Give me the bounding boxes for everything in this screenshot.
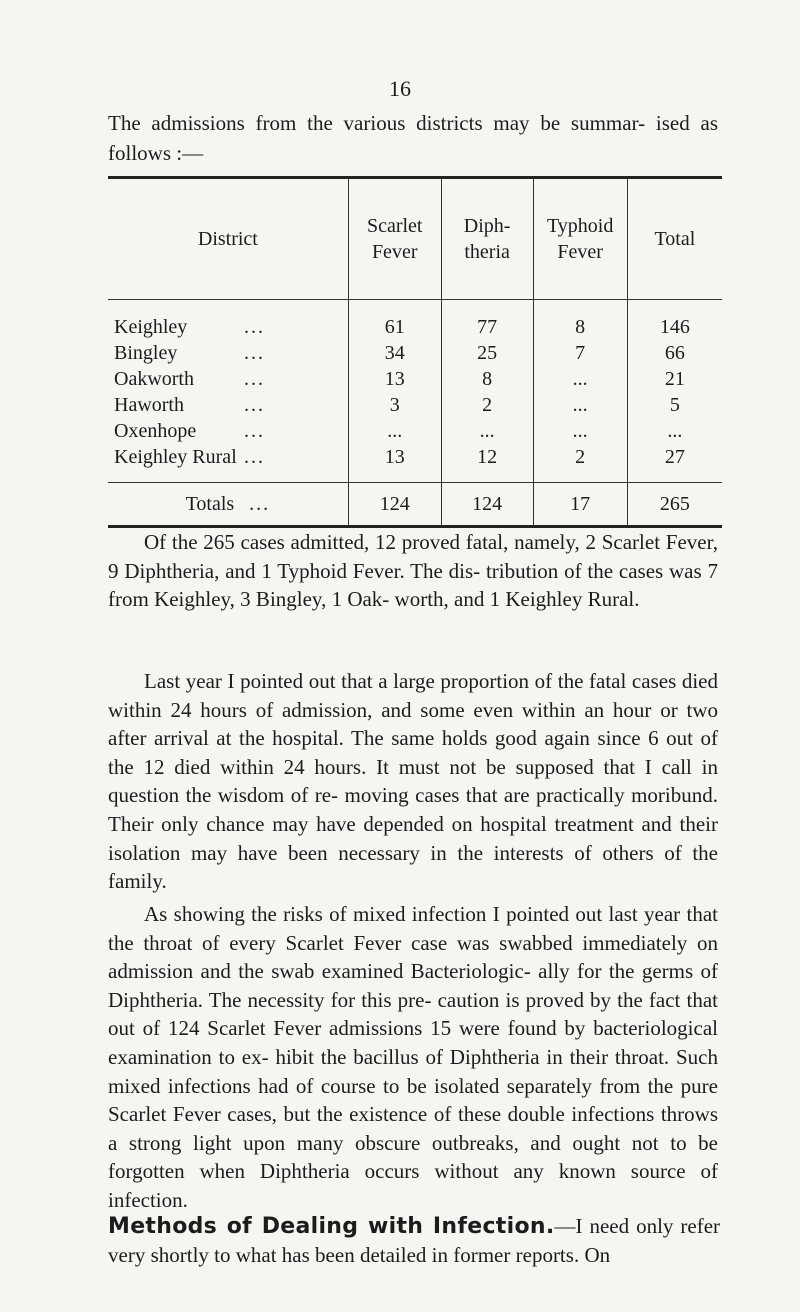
totals-scarlet-fever: 124 [348, 483, 441, 527]
district-cell [108, 340, 348, 366]
header-typhoid-fever: Typhoid Fever [533, 178, 627, 300]
paragraph-fatal-cases: Of the 265 cases admitted, 12 proved fatal, namely, 2 Scarlet Fever, 9 Diphtheria, and 1 Typhoid Fever. The dis- tribution of the cases was 7 from Keighley, 3 Bingley, 1 Oak- worth, and 1 Keighley Rural. [108, 530, 718, 612]
table-row [108, 392, 722, 418]
table-row [108, 418, 722, 444]
scarlet-fever-cell: 34 [348, 340, 441, 366]
district-name: Keighley [114, 315, 188, 338]
intro-text: The admissions from the various districts may be summar- ised as follows :— [108, 111, 718, 165]
typhoid-fever-cell: 8 [533, 300, 627, 341]
header-diphtheria: Diph- theria [441, 178, 533, 300]
totals-label-cell [108, 483, 348, 527]
typhoid-fever-cell: ... [533, 392, 627, 418]
paragraph-mixed-infection: As showing the risks of mixed infection I pointed out last year that the throat of every Scarlet Fever case was swabbed immediately on admission and the swab examined Bacteriologic- ally for the germs of Diphtheria. The necessity for this pre- caution is proved by the fact that out of 124 Scarlet Fever admissions 15 were found by bacteriological examination to ex- hibit the bacillus of Diphtheria in their throat. Such mixed infections had of course to be isolated separately from the pure Scarlet Fever cases, but the existence of these double infections throws a strong light upon many obscure outbreaks, and ought not to be forgotten when Diphtheria occurs without any known source of infection. [108, 902, 718, 1212]
leader-dots: ... [244, 367, 265, 390]
totals-diphtheria: 124 [441, 483, 533, 527]
scarlet-fever-cell: 3 [348, 392, 441, 418]
leader-dots: ... [244, 445, 265, 468]
typhoid-fever-cell: 2 [533, 444, 627, 483]
header-total: Total [627, 178, 722, 300]
total-cell: 146 [627, 300, 722, 341]
district-cell [108, 366, 348, 392]
totals-total: 265 [627, 483, 722, 527]
totals-typhoid-fever: 17 [533, 483, 627, 527]
header-scarlet-fever: Scarlet Fever [348, 178, 441, 300]
header-district: District [197, 228, 258, 250]
table-header-row [108, 178, 722, 300]
leader-dots: ... [244, 419, 265, 442]
diphtheria-cell: 25 [441, 340, 533, 366]
leader-dots: ... [244, 341, 265, 364]
admissions-table [108, 176, 722, 528]
total-cell: ... [627, 418, 722, 444]
district-cell [108, 300, 348, 341]
table-row [108, 340, 722, 366]
scarlet-fever-cell: 13 [348, 366, 441, 392]
table-row [108, 366, 722, 392]
diphtheria-cell: 77 [441, 300, 533, 341]
district-cell [108, 392, 348, 418]
district-cell [108, 418, 348, 444]
district-name: Keighley Rural [114, 445, 237, 468]
diphtheria-cell: 12 [441, 444, 533, 483]
leader-dots: ... [249, 492, 271, 515]
total-cell: 21 [627, 366, 722, 392]
page-number: 16 [389, 76, 411, 101]
district-name: Haworth [114, 393, 184, 416]
district-cell [108, 444, 348, 483]
diphtheria-cell: 2 [441, 392, 533, 418]
district-name: Bingley [114, 341, 178, 364]
diphtheria-cell: 8 [441, 366, 533, 392]
scarlet-fever-cell: 61 [348, 300, 441, 341]
table-row [108, 444, 722, 483]
totals-label: Totals [185, 492, 235, 515]
paragraph-early-deaths: Last year I pointed out that a large proportion of the fatal cases died within 24 hours of admission, and some even within an hour or two after arrival at the hospital. The same holds good again since 6 out of the 12 died within 24 hours. It must not be supposed that I call in question the wisdom of re- moving cases that are practically moribund. Their only chance may have depended on hospital treatment and their isolation may have been necessary in the interests of others of the family. [108, 669, 718, 894]
leader-dots: ... [244, 393, 265, 416]
district-name: Oxenhope [114, 419, 197, 442]
scarlet-fever-cell: 13 [348, 444, 441, 483]
table-row [108, 300, 722, 341]
scarlet-fever-cell: ... [348, 418, 441, 444]
total-cell: 66 [627, 340, 722, 366]
leader-dots: ... [244, 315, 265, 338]
district-name: Oakworth [114, 367, 194, 390]
section-text: —I need only refer very shortly to what has been detailed in former reports. On [108, 1214, 721, 1267]
section-heading: Methods of Dealing with Infection. [108, 1214, 555, 1239]
section-paragraph [108, 1212, 720, 1269]
total-cell: 27 [627, 444, 722, 483]
diphtheria-cell: ... [441, 418, 533, 444]
total-cell: 5 [627, 392, 722, 418]
typhoid-fever-cell: 7 [533, 340, 627, 366]
typhoid-fever-cell: ... [533, 366, 627, 392]
totals-row [108, 483, 722, 527]
typhoid-fever-cell: ... [533, 418, 627, 444]
